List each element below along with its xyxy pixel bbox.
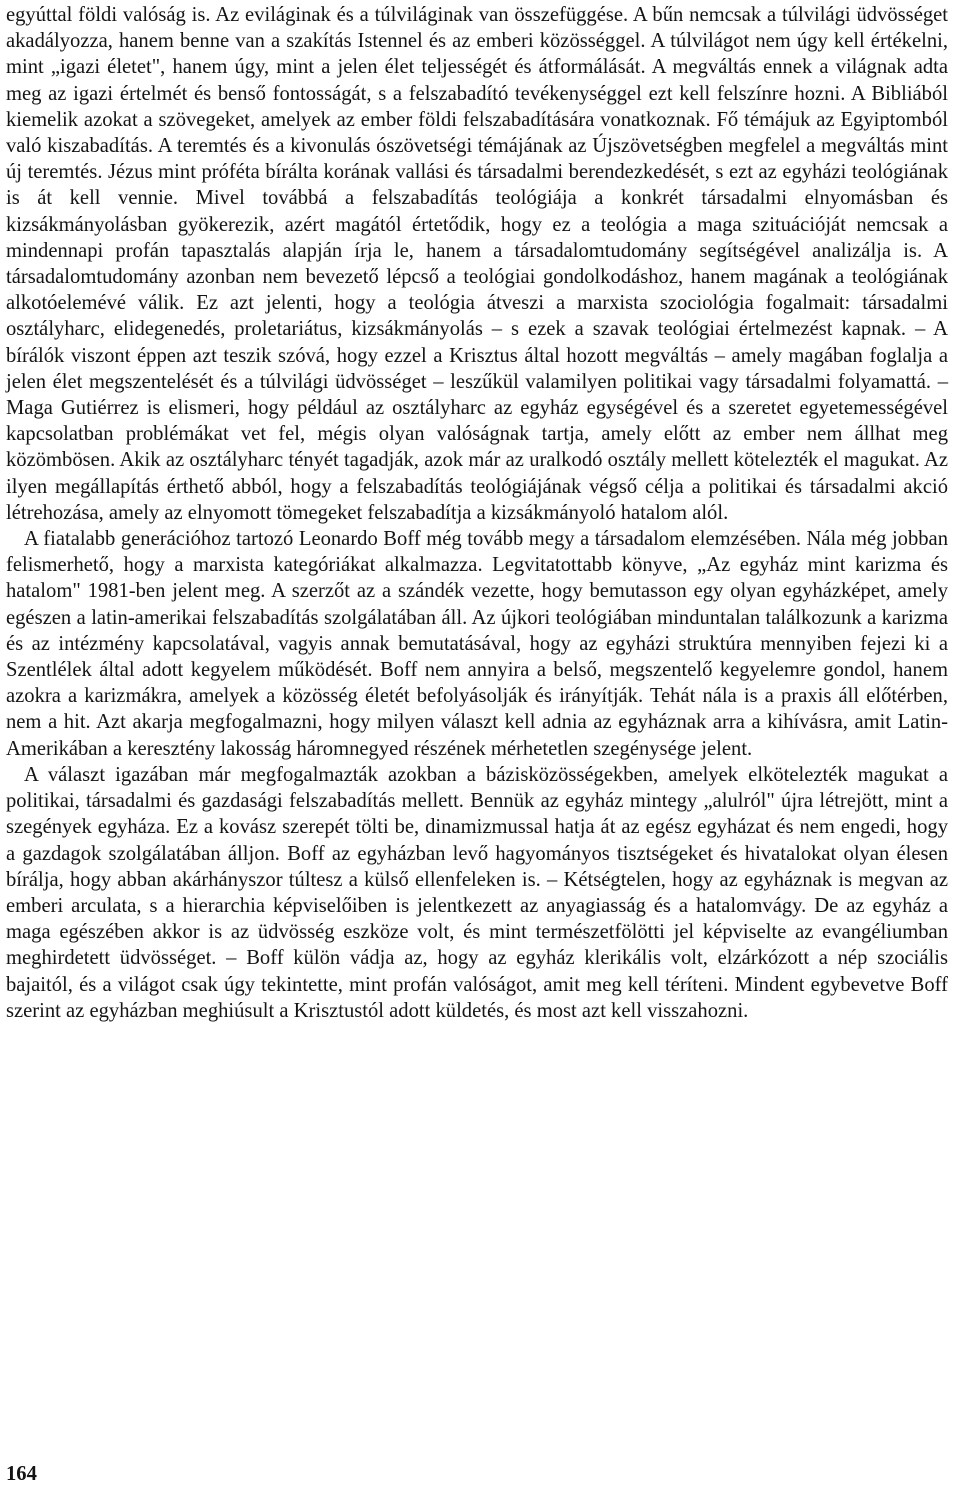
paragraph-2: A fiatalabb generációhoz tartozó Leonardo Boff még tovább megy a társadalom elemzésében. Nála még jobban felismerhető, hogy a marxista kategóriákat alkalmazza. Legvitatottabb könyve, „Az egyház mint karizma és hatalom" 1981-ben jelent meg. A szerzőt az a szándék vezette, hogy bemutasson egy olyan egyházképet, amely egészen a latin-amerikai felszabadítás szolgálatában áll. Az újkori teológiában minduntalan találkozunk a karizma és az intézmény kapcsolatával, vagyis annak bemutatásával, hogy az egyházi struktúra mennyiben fejezi ki a Szentlélek által adott kegyelem működését. Boff nem annyira a belső, megszentelő kegyelemre gondol, hanem azokra a karizmákra, amelyek a közösség életét befolyásolják és irányítják. Tehát nála is a praxis áll előtérben, nem a hit. Azt akarja megfogalmazni, hogy milyen választ kell adnia az egyháznak arra a kihívásra, amit Latin-Amerikában a keresztény lakosság háromnegyed részének mérhetetlen szegénysége jelent.	[6, 528, 948, 760]
paragraph-3: A választ igazában már megfogalmazták azokban a bázisközösségekben, amelyek elkötelezték magukat a politikai, társadalmi és gazdasági felszabadítás mellett. Bennük az egyház mintegy „alulról" újra létrejött, mint a szegények egyháza. Ez a kovász szerepét tölti be, dinamizmussal hatja át az egész egyházat és nem engedi, hogy a gazdagok szolgálatában álljon. Boff az egyházban levő hagyományos tisztségeket és hivatalokat olyan élesen bírálja, hogy abban akárhányszor túltesz a külső ellenfeleken is. – Kétségtelen, hogy az egyháznak is megvan az emberi arculata, s a hierarchia képviselőiben is jelentkezett az anyagiasság és a hatalomvágy. De az egyház a maga egészében akkor is az üdvösség eszköze volt, és mint természetfölötti jel képviselte az evangéliumban meghirdetett üdvösséget. – Boff külön vádja az, hogy az egyház klerikális volt, elzárkózott a nép szociális bajaitól, és a világot csak úgy tekintette, mint profán valóságot, amit meg kell téríteni. Mindent egybevetve Boff szerint az egyházban meghiúsult a Krisztustól adott küldetés, és most azt kell visszahozni.	[6, 763, 948, 1022]
paragraph-1: egyúttal földi valóság is. Az eviláginak és a túlviláginak van összefüggése. A bűn nemcsak a túlvilági üdvösséget akadályozza, hanem benne van a szakítás Istennel és az emberi közösséggel. A túlvilágot nem úgy kell értékelni, mint „igazi életet", hanem úgy, mint a jelen élet teljességét és átformálását. A megváltás ennek a világnak adta meg az igazi értelmét és benső fontosságát, s a felszabadító tevékenységgel ezt kell felszínre hozni. A Bibliából kiemelik azokat a szövegeket, amelyek az ember földi felszabadítására vonatkoznak. Fő témájuk az Egyiptomból való kiszabadítás. A teremtés és a kivonulás ószövetségi témájának az Újszövetségben megfelel a megváltás mint új teremtés. Jézus mint próféta bírálta korának vallási és társadalmi berendezkedését, s ezt az egyházi teológiának is át kell vennie. Mivel továbbá a felszabadítás teológiája a konkrét társadalmi elnyomásban és kizsákmányolásban gyökerezik, azért magától értetődik, hogy ez a teológia a maga szituációját nemcsak a mindennapi profán tapasztalás alapján írja le, hanem a társadalomtudomány segítségével analizálja is. A társadalomtudomány azonban nem bevezető lépcső a teológiai gondolkodáshoz, hanem magának a teológiának alkotóelemévé válik. Ez azt jelenti, hogy a teológia átveszi a marxista szociológia fogalmait: társadalmi osztályharc, elidegenedés, proletariátus, kizsákmányolás – s ezek a szavak teológiai értelmezést kapnak. – A bírálók viszont éppen azt teszik szóvá, hogy ezzel a Krisztus által hozott megváltás – amely magában foglalja a jelen élet megszentelését és a túlvilági üdvösséget – leszűkül valamilyen politikai vagy társadalmi folyamattá. – Maga Gutiérrez is elismeri, hogy például az osztályharc az egyház egységével és a szeretet egyetemességével kapcsolatban problémákat vet fel, mégis olyan valóságnak tartja, amely előtt az ember nem állhat meg közömbösen. Akik az osztályharc tényét tagadják, azok már az uralkodó osztály mellett kötelezték el magukat. Az ilyen megállapítás érthető abból, hogy a felszabadítás teológiájának végső célja a politikai és társadalmi akció létrehozása, amely az elnyomott tömegeket felszabadítja a kizsákmányoló hatalom alól.	[6, 4, 948, 524]
document-body	[6, 2, 948, 1024]
page-number: 164	[6, 1463, 37, 1485]
